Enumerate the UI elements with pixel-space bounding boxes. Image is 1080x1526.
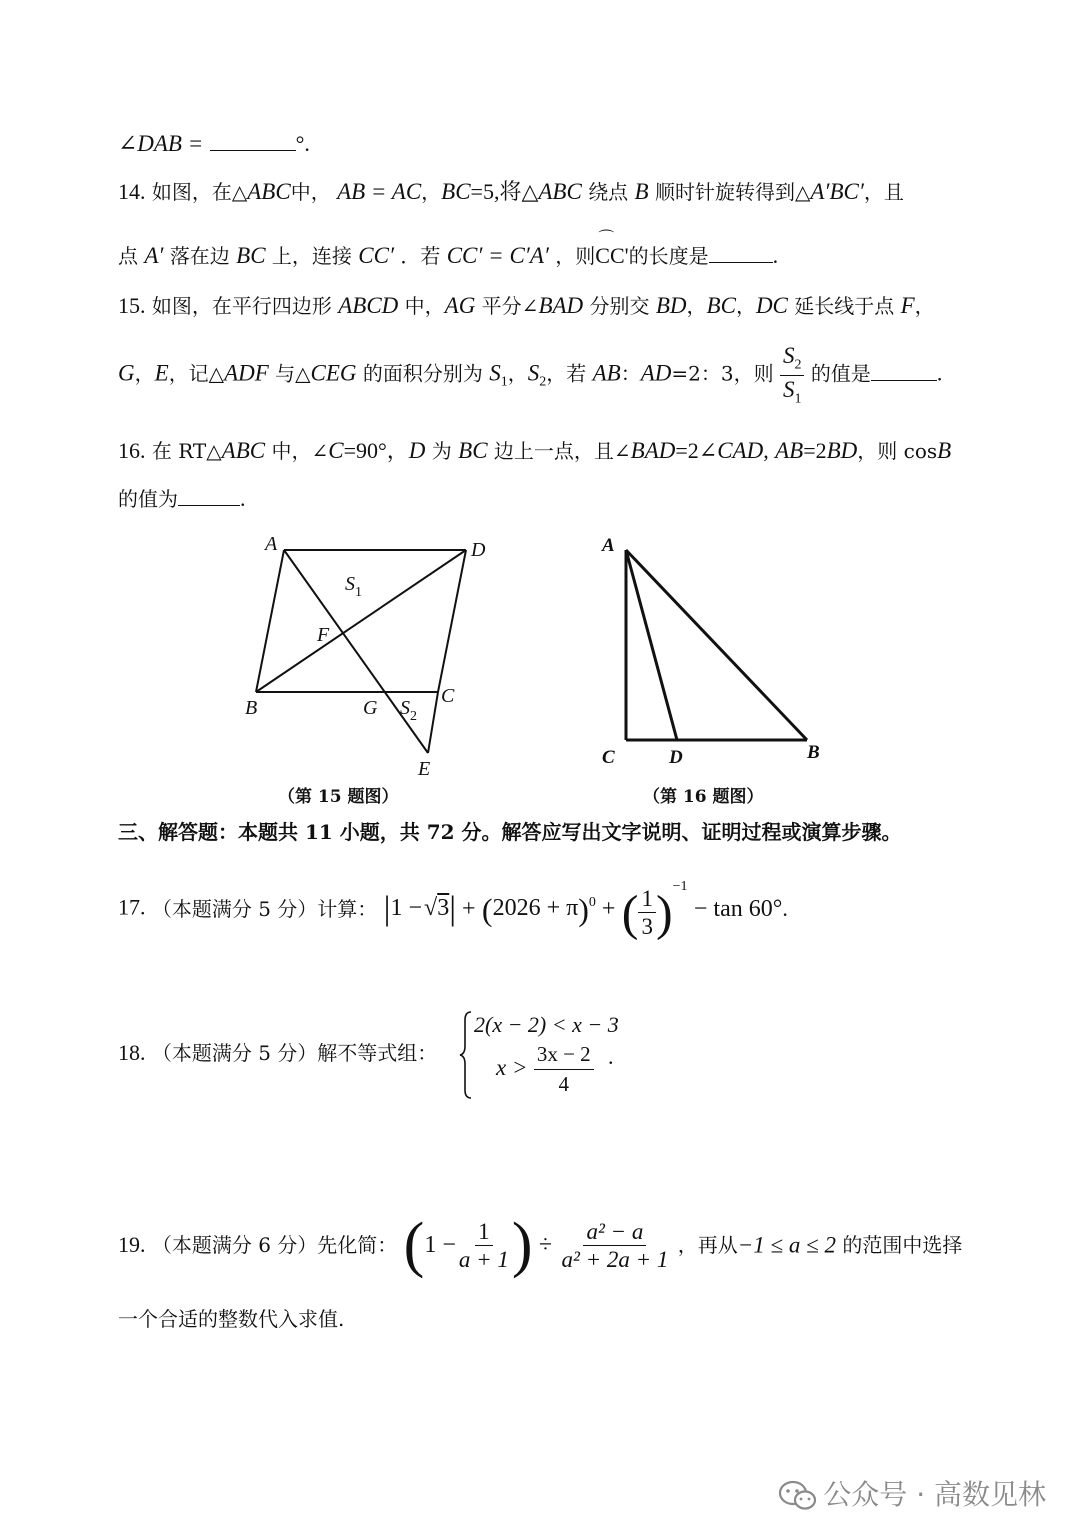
segment-ae	[284, 550, 428, 753]
abs-expression: |1 −√3|	[383, 890, 457, 927]
q14-line-1: 14. 如图，在△ABC中， AB = AC，BC=5,将△ABC 绕点 B 顺时针旋转得到△A′BC′，且	[118, 179, 904, 204]
segment-bd	[256, 550, 466, 692]
label-b: B	[245, 697, 258, 719]
question-number: 15.	[118, 293, 146, 318]
fraction-a2-a-over-quadratic: $\frac{\text{a² − a}}{\text{a² + 2a + 1}}$	[561, 1218, 669, 1272]
answer-blank	[709, 261, 773, 263]
degree-unit: °.	[295, 131, 310, 156]
arc-cc: ⌒ CC'	[595, 230, 629, 268]
label-f: F	[317, 624, 330, 646]
label-d: D	[471, 539, 486, 561]
label-d: D	[669, 747, 683, 768]
label-a: A	[265, 533, 278, 555]
figure-15-caption: （第 15 题图）	[278, 787, 399, 807]
brace-icon	[458, 1010, 474, 1100]
question-number: 14.	[118, 179, 146, 204]
wechat-icon	[779, 1480, 817, 1512]
segment-ba	[256, 550, 284, 692]
q17-line: 17. （本题满分 5 分）计算： $|1 -√3| + (2026 + \pi)^0$ + ( $\frac{1}{3}$ )$^{-1}$ − tan 60°.	[118, 879, 788, 941]
inequality-1: 2(x − 2) < x − 3	[474, 1012, 619, 1037]
q16-line-1: 16. 在 RT△ABC 中，∠C=90°，D 为 BC 边上一点，且∠BAD=2∠CAD, AB=2BD，则 cosB	[118, 438, 952, 463]
label-c: C	[602, 747, 615, 768]
q15-line-2: G，E，记△ADF 与△CEG 的面积分别为 $S_1$，$S_2$，若 AB：AD=2：3，则 $\frac{S_2}{S_1}$ 的值是 .	[118, 343, 943, 407]
segment-dc	[438, 550, 466, 692]
section-3-heading: 三、解答题：本题共 11 小题，共 72 分。解答应写出文字说明、证明过程或演算步骤。	[118, 820, 902, 844]
reciprocal-term: ( $\frac{1}{3}$ )$^{-1}$	[621, 879, 688, 941]
question-number: 16.	[118, 438, 146, 463]
label-e: E	[418, 758, 431, 780]
segment-ce	[428, 692, 438, 753]
label-c: C	[441, 685, 455, 707]
segment-ab	[626, 550, 807, 740]
inequality-2: x > $\frac{3x - 2}{4}$	[496, 1042, 594, 1097]
q18-line: 18. （本题满分 5 分）解不等式组：	[118, 1040, 438, 1065]
label-b: B	[807, 742, 820, 763]
figure-16-caption: （第 16 题图）	[643, 787, 764, 807]
power-zero-term: $(2026 + \pi)^0$	[481, 891, 596, 927]
figure-16-right-triangle	[595, 528, 835, 773]
fraction-s2-over-s1: $\frac{S_2}{S_1}$	[780, 344, 805, 406]
question-number: 18.	[118, 1040, 146, 1065]
q16-line-2: 的值为 .	[118, 486, 246, 511]
angle-dab: ∠DAB =	[118, 131, 204, 156]
answer-blank	[871, 379, 937, 381]
q13-tail	[118, 132, 310, 155]
answer-blank	[178, 504, 240, 506]
watermark: 公众号 · 高数见林	[779, 1473, 1046, 1513]
figure-15-parallelogram	[235, 528, 495, 783]
label-s2: $S_2$	[400, 697, 417, 724]
question-number: 17.	[118, 894, 146, 920]
label-g: G	[363, 697, 378, 719]
q14-line-2: 点 A′ 落在边 BC 上，连接 CC′ ．若 CC′ = C′A′ ，则 ⌒ CC'的长度是 .	[118, 230, 779, 268]
answer-blank	[210, 149, 296, 151]
question-number: 19.	[118, 1232, 146, 1257]
label-a: A	[602, 535, 615, 556]
q19-line-1: 19. （本题满分 6 分）先化简： (1 − $\frac{1}{a + 1}$ ) ÷ $\frac{\text{a² − a}}{\text{a² + 2a + 1}}$ ，再从−1 ≤ a ≤ 2 的范围中选择	[118, 1211, 963, 1279]
inequality-system: 2(x − 2) < x − 3 x > $\frac{3x - 2}{4}$ .	[458, 1008, 628, 1098]
q15-line-1: 15. 如图，在平行四边形 ABCD 中，AG 平分∠BAD 分别交 BD，BC，DC 延长线于点 F，	[118, 293, 935, 318]
fraction-1-over-a-plus-1: $\frac{1}{a + 1}$	[458, 1218, 509, 1272]
label-s1: $S_1$	[345, 573, 362, 600]
q19-line-2: 一个合适的整数代入求值.	[118, 1307, 345, 1331]
